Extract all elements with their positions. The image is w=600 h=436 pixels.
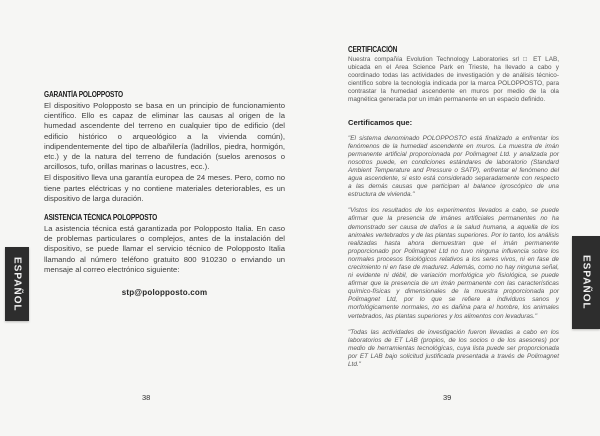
page-left: [44, 90, 285, 297]
certification-quote-3: "Todas las actividades de investigación fueron llevadas a cabo en los laboratorios de ET LAB (propios, de los socios o de los asesores) por medio de herramientas tecnológicas, cuya lista puede ser proporcionada por ET LAB bajo solicitud justificada presentada a través de Polimagnet Ltd.": [348, 328, 559, 368]
page-number-right: 39: [443, 393, 452, 402]
language-tab-right: [572, 236, 600, 329]
page-right: [348, 45, 559, 369]
certification-quote-1: "El sistema denominado POLOPPOSTO está finalizado a enfrentar los fenómenos de la humedad ascendente en muros. La muestra de imán permanente artificial proporcionada por Polimagnet Ltd. y analizada por nosotros puede, en condiciones estándares de laboratorio (Standard Ambient Temperature and Pressure o SATP), enfrentar el fenómeno del agua ascendente, si esto está considerado separadamente con respecto a las demás causas que participan al balance igroscópico de una estructura de vivienda.": [348, 134, 559, 199]
certification-heading: CERTIFICACIÓN: [348, 45, 398, 54]
certification-intro: Nuestra compañía Evolution Technology Laboratories srl □ ET LAB, ubicada en el Area Science Park en Trieste, ha llevado a cabo y coordinado todas las actividades de investigación y de análisis técnico-científico sobre la tecnología indicada por la marca POLOPPOSTO, para contrastar la humedad ascendente en muros por medio de la ola magnética generada por un imán permanente en un espacio definido.: [348, 56, 559, 104]
certify-subheading: Certificamos que:: [348, 117, 413, 127]
warranty-paragraph-2: El dispositivo lleva una garantía europea de 24 meses. Pero, como no tiene partes eléctricas y no contiene materiales deteriorables, es un dispositivo de larga duración.: [44, 173, 285, 203]
technical-assistance-heading: ASISTENCIA TÉCNICA POLOPPOSTO: [44, 213, 158, 223]
page-number-left: 38: [142, 393, 151, 402]
language-tab-left-label: ESPAÑOL: [11, 256, 23, 312]
language-tab-left: [5, 247, 29, 321]
language-tab-right-label: ESPAÑOL: [580, 255, 592, 310]
warranty-paragraph-1: El dispositivo Polopposto se basa en un principio de funcionamiento científico. Ello es capaz de eliminar las causas al origen de la humedad ascendente del terreno en cualquier tipo de edificio (del edificio histórico o arqueológico a la vivienda común), indipendentemente del tipo de albañilería (ladrillos, piedra, hormigón, etc.) y de la natura del terreno de fundación (suelos arenosos o arcillosos, tufo, orillas marinas o lacustres, ecc.).: [44, 101, 285, 172]
technical-assistance-paragraph: La asistencia técnica está garantizada por Polopposto Italia. En caso de problemas particulares o complejos, antes de la instalación del dispositivo, se puede llamar el servicio técnico de Polopposto Italia llamando al número teléfono gratuito 800 910230 o enviando un mensaje al correo electrónico siguiente:: [44, 224, 285, 274]
support-email: stp@polopposto.com: [121, 288, 208, 298]
warranty-section-heading: GARANTÍA POLOPPOSTO: [44, 90, 123, 99]
certification-quote-2: "Vistos los resultados de los experimentos llevados a cabo, se puede afirmar que la presencia de imánes artificiales permanentes no ha demonstrado ser causa de daños a la salud humana, a aquella de los animales vertebrados y de las plantas superiores. Por lo tanto, los análisis realizadas hasta ahora demuestran que el imán permanente proporcionado por Polimagnet Ltd no tuvo ninguna influencia sobre los normales procesos fisiológicos relativos a los seres vivos, ni en fase de crecimiento ni en fase de madurez. Además, como no hay ninguna señal, ni evidente ni débil, de variación morfológica y/o fisiológica, se puede afirmar que la presencia de un imán permanente con las características químico-físicas y dimensionales de la muestra proporcionada por Polimagnet Ltd, por lo que se refiere a individuos sanos y morfológicamente normales, no es dañina para el hombre, los animales vertebrados, las plantas superiores y los alimentos con levaduras.": [348, 207, 559, 320]
